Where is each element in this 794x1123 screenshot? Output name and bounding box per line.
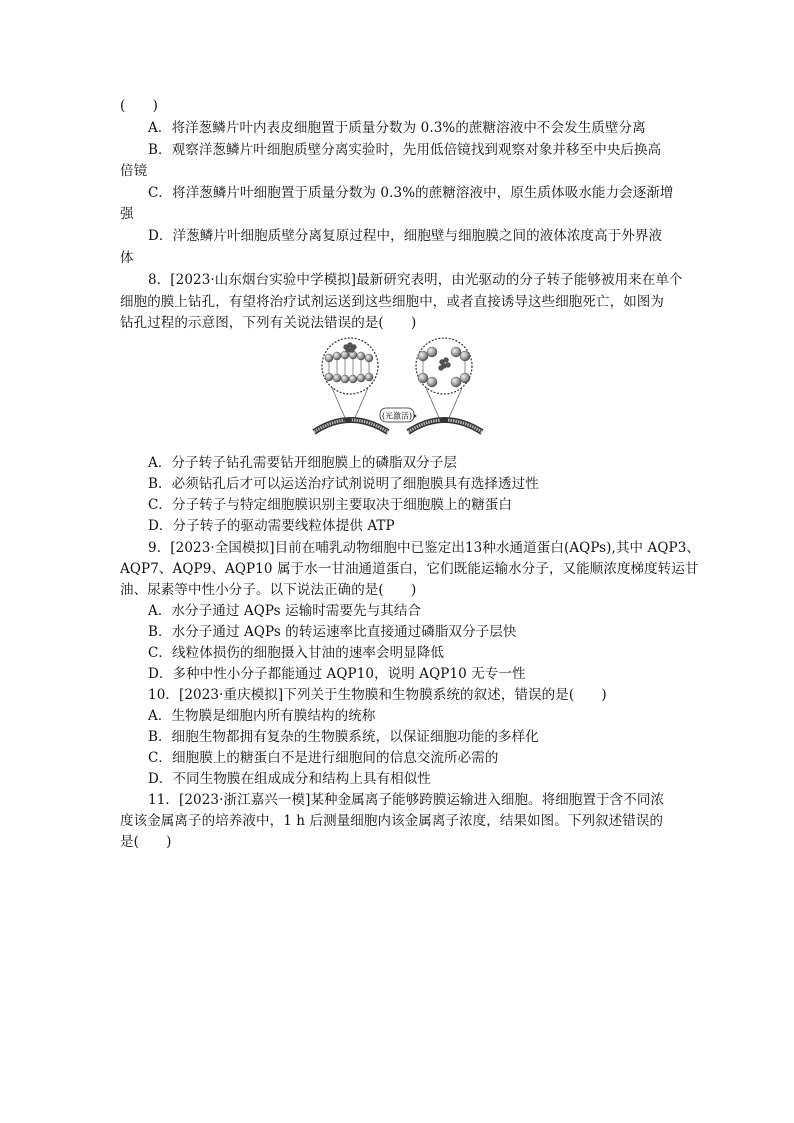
q7-option-b-line1: B．观察洋葱鳞片叶细胞质壁分离实验时，先用低倍镜找到观察对象并移至中央后换高 [148, 142, 662, 158]
q11-stem-line2: 度该金属离子的培养液中，1 h 后测量细胞内该金属离子浓度，结果如图。下列叙述错误的 [120, 813, 664, 829]
q10-option-b: B．细胞生物都拥有复杂的生物膜系统，以保证细胞功能的多样化 [148, 729, 539, 745]
q10-option-d: D．不同生物膜在组成成分和结构上具有相似性 [148, 771, 431, 787]
q7-option-c-line2: 强 [120, 206, 134, 222]
q9-option-b: B．水分子通过 AQPs 的转运速率比直接通过磷脂双分子层快 [148, 624, 517, 640]
q10-stem: 10．[2023·重庆模拟]下列关于生物膜和生物膜系统的叙述，错误的是( ) [148, 687, 607, 703]
q9-stem-line2: AQP7、AQP9、AQP10 属于水一甘油通道蛋白，它们既能运输水分子，又能顺浓度梯度转运甘 [120, 561, 699, 577]
q7-option-a: A．将洋葱鳞片叶内表皮细胞置于质量分数为 0.3%的蔗糖溶液中不会发生质壁分离 [148, 120, 646, 136]
before-magnified-view [322, 338, 378, 394]
q9-stem-line3: 油、尿素等中性小分子。以下说法正确的是( ) [120, 582, 417, 598]
q11-stem-line3: 是( ) [120, 834, 172, 850]
membrane-after [408, 418, 482, 433]
q7-paren: ( ) [120, 98, 158, 114]
q9-option-c: C．线粒体损伤的细胞摄入甘油的速率会明显降低 [148, 645, 445, 661]
q10-option-a: A．生物膜是细胞内所有膜结构的统称 [148, 708, 376, 724]
q8-option-c: C．分子转子与特定细胞膜识别主要取决于细胞膜上的糖蛋白 [148, 497, 513, 513]
q7-option-d-line2: 体 [120, 250, 134, 266]
membrane-before [314, 418, 388, 433]
light-activation-label: (光激活) [381, 411, 413, 421]
q8-option-b: B．必须钻孔后才可以运送治疗试剂说明了细胞膜具有选择透过性 [148, 476, 539, 492]
q9-stem-line1: 9．[2023·全国模拟]目前在哺乳动物细胞中已鉴定出13种水通道蛋白(AQPs),其中 AQP3、 [148, 540, 701, 556]
q10-option-c: C．细胞膜上的糖蛋白不是进行细胞间的信息交流所必需的 [148, 750, 499, 766]
q7-option-d-line1: D．洋葱鳞片叶细胞质壁分离复原过程中，细胞壁与细胞膜之间的液体浓度高于外界液 [148, 228, 663, 244]
q9-option-a: A．水分子通过 AQPs 运输时需要先与其结合 [148, 603, 422, 619]
q8-membrane-drilling-figure [312, 336, 484, 440]
q8-stem-line2: 细胞的膜上钻孔，有望将治疗试剂运送到这些细胞中，或者直接诱导这些细胞死亡，如图为 [120, 294, 664, 310]
q8-option-d: D．分子转子的驱动需要线粒体提供 ATP [148, 518, 395, 534]
q9-option-d: D．多种中性小分子都能通过 AQP10，说明 AQP10 无专一性 [148, 666, 526, 682]
q7-option-c-line1: C．将洋葱鳞片叶细胞置于质量分数为 0.3%的蔗糖溶液中，原生质体吸水能力会逐渐增 [148, 185, 674, 201]
q8-stem-line1: 8．[2023·山东烟台实验中学模拟]最新研究表明，由光驱动的分子转子能够被用来在单个 [148, 272, 683, 288]
q8-stem-line3: 钻孔过程的示意图，下列有关说法错误的是( ) [120, 315, 417, 331]
q11-stem-line1: 11．[2023·浙江嘉兴一模]某种金属离子能够跨膜运输进入细胞。将细胞置于含不同浓 [148, 792, 665, 808]
light-activation-arrow [380, 408, 417, 422]
after-magnified-view [416, 338, 472, 394]
q8-option-a: A．分子转子钻孔需要钻开细胞膜上的磷脂双分子层 [148, 455, 458, 471]
q7-option-b-line2: 倍镜 [120, 163, 148, 179]
